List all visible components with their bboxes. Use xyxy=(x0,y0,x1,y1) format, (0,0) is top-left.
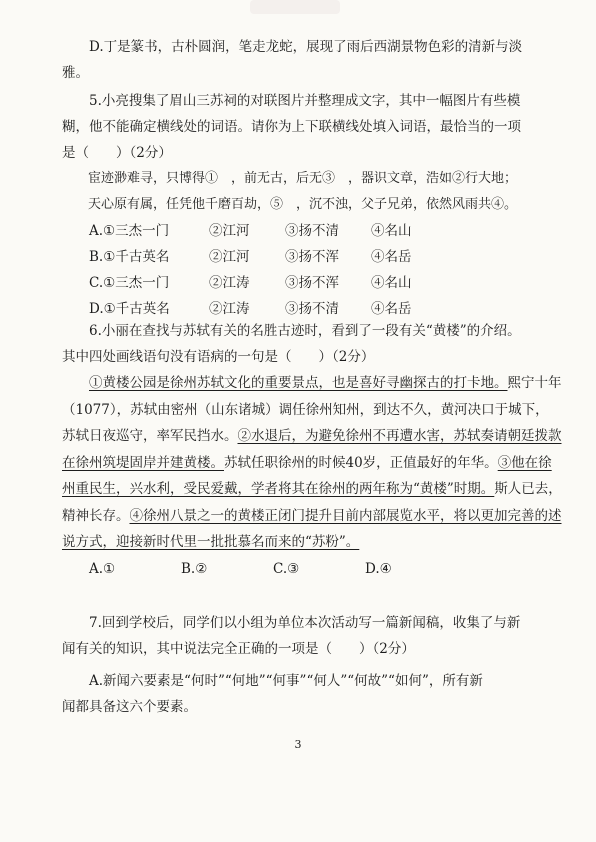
q5-option-d-1: D.①千古英名 xyxy=(89,301,170,317)
q5-option-d-4: ④名岳 xyxy=(371,301,412,317)
q5-option-c-2: ②江涛 xyxy=(209,275,250,291)
q5-couplet-upper: 宦迹渺难寻，只博得① ，前无古，后无③ ，器识文章，浩如②行大地； xyxy=(88,171,518,186)
q5-option-b-1: B.①千古英名 xyxy=(89,249,170,265)
q5-stem-line3: 是（ ）（2分） xyxy=(62,145,172,161)
q5-couplet-lower: 天心原有属，任凭他千磨百劫，⑤ ，沉不浊，父子兄弟，依然风雨共④。 xyxy=(88,197,518,212)
q6-sentence-2: ②水退后，为避免徐州不再遭水害，苏轼奏请朝廷拨款在徐州筑堤固岸并建黄楼。 xyxy=(62,428,562,471)
q6-passage xyxy=(62,370,562,556)
q5-stem-line1: 5.小亮搜集了眉山三苏祠的对联图片并整理成文字，其中一幅图片有些模 xyxy=(89,93,521,109)
q5-option-a-1: A.①三杰一门 xyxy=(89,223,170,239)
q6-option-b: B.② xyxy=(181,560,208,577)
q5-option-a xyxy=(62,218,562,244)
q5-option-a-2: ②江河 xyxy=(209,223,250,239)
q6-option-d: D.④ xyxy=(365,560,392,577)
q5-option-b-3: ③扬不浑 xyxy=(285,249,339,265)
question-6 xyxy=(62,318,562,582)
q5-option-c xyxy=(62,270,562,296)
q4-option-d-line2: 雅。 xyxy=(62,65,89,81)
q6-sentence-4: ④徐州八景之一的黄楼正闭门提升目前内部展览水平，将以更加完善的述说方式，迎接新时代里一批批慕名而来的“苏粉”。 xyxy=(62,507,562,550)
q5-option-c-4: ④名山 xyxy=(371,275,412,291)
q5-option-b-2: ②江河 xyxy=(209,249,250,265)
q6-stem-line1: 6.小丽在查找与苏轼有关的名胜古迹时，看到了一段有关“黄楼”的介绍。 xyxy=(89,323,521,339)
q7-stem-line2: 闻有关的知识，其中说法完全正确的一项是（ ）（2分） xyxy=(62,641,415,657)
q4-option-d-line1: D.丁是篆书，古朴圆润，笔走龙蛇，展现了雨后西湖景物色彩的清新与淡 xyxy=(89,39,523,55)
q6-option-a: A.① xyxy=(89,560,116,577)
q4-option-d xyxy=(62,34,562,86)
q6-sentence-3: ③他在徐州重民生，兴水利，受民爱戴，学者将其在徐州的两年称为“黄楼”时期。 xyxy=(62,454,552,497)
page-number: 3 xyxy=(294,738,302,751)
paper-stain xyxy=(250,0,340,14)
q5-option-b xyxy=(62,244,562,270)
q6-text-2: 熙宁十年（1077），苏轼由密州（山东诸城）调任徐州知州，到达不久，黄河决口于城下，苏轼日夜巡守，率军民挡水。 xyxy=(62,375,562,444)
q5-option-a-3: ③扬不清 xyxy=(285,223,339,239)
q6-sentence-1: ①黄楼公园是徐州苏轼文化的重要景点，也是喜好寻幽探古的打卡地。 xyxy=(89,375,508,391)
q7-option-a-line1: A.新闻六要素是“何时”“何地”“何事”“何人”“何故”“如何”，所有新 xyxy=(89,673,483,689)
q5-option-c-1: C.①三杰一门 xyxy=(89,275,170,291)
q6-text-6: 斯人已去，精神长存。 xyxy=(62,481,562,524)
q5-option-c-3: ③扬不浑 xyxy=(285,275,339,291)
q7-stem-line1: 7.回到学校后，同学们以小组为单位本次活动写一篇新闻稿，收集了与新 xyxy=(89,615,521,631)
q5-option-d-2: ②江涛 xyxy=(209,301,250,317)
q7-option-a-line2: 闻都具备这六个要素。 xyxy=(62,699,197,715)
question-5 xyxy=(62,88,562,322)
q6-option-c: C.③ xyxy=(273,560,300,577)
q5-option-d-3: ③扬不清 xyxy=(285,301,339,317)
q5-stem-line2: 糊，他不能确定横线处的词语。请你为上下联横线处填入词语，最恰当的一项 xyxy=(62,119,521,135)
q6-stem-line2: 其中四处画线语句没有语病的一句是（ ）（2分） xyxy=(62,349,375,365)
q6-text-4: 苏轼任职徐州的时候40岁，正值最好的年华。 xyxy=(224,454,498,471)
q6-options xyxy=(62,556,562,582)
q5-option-b-4: ④名岳 xyxy=(371,249,412,265)
q5-option-a-4: ④名山 xyxy=(371,223,412,239)
question-7 xyxy=(62,610,562,720)
